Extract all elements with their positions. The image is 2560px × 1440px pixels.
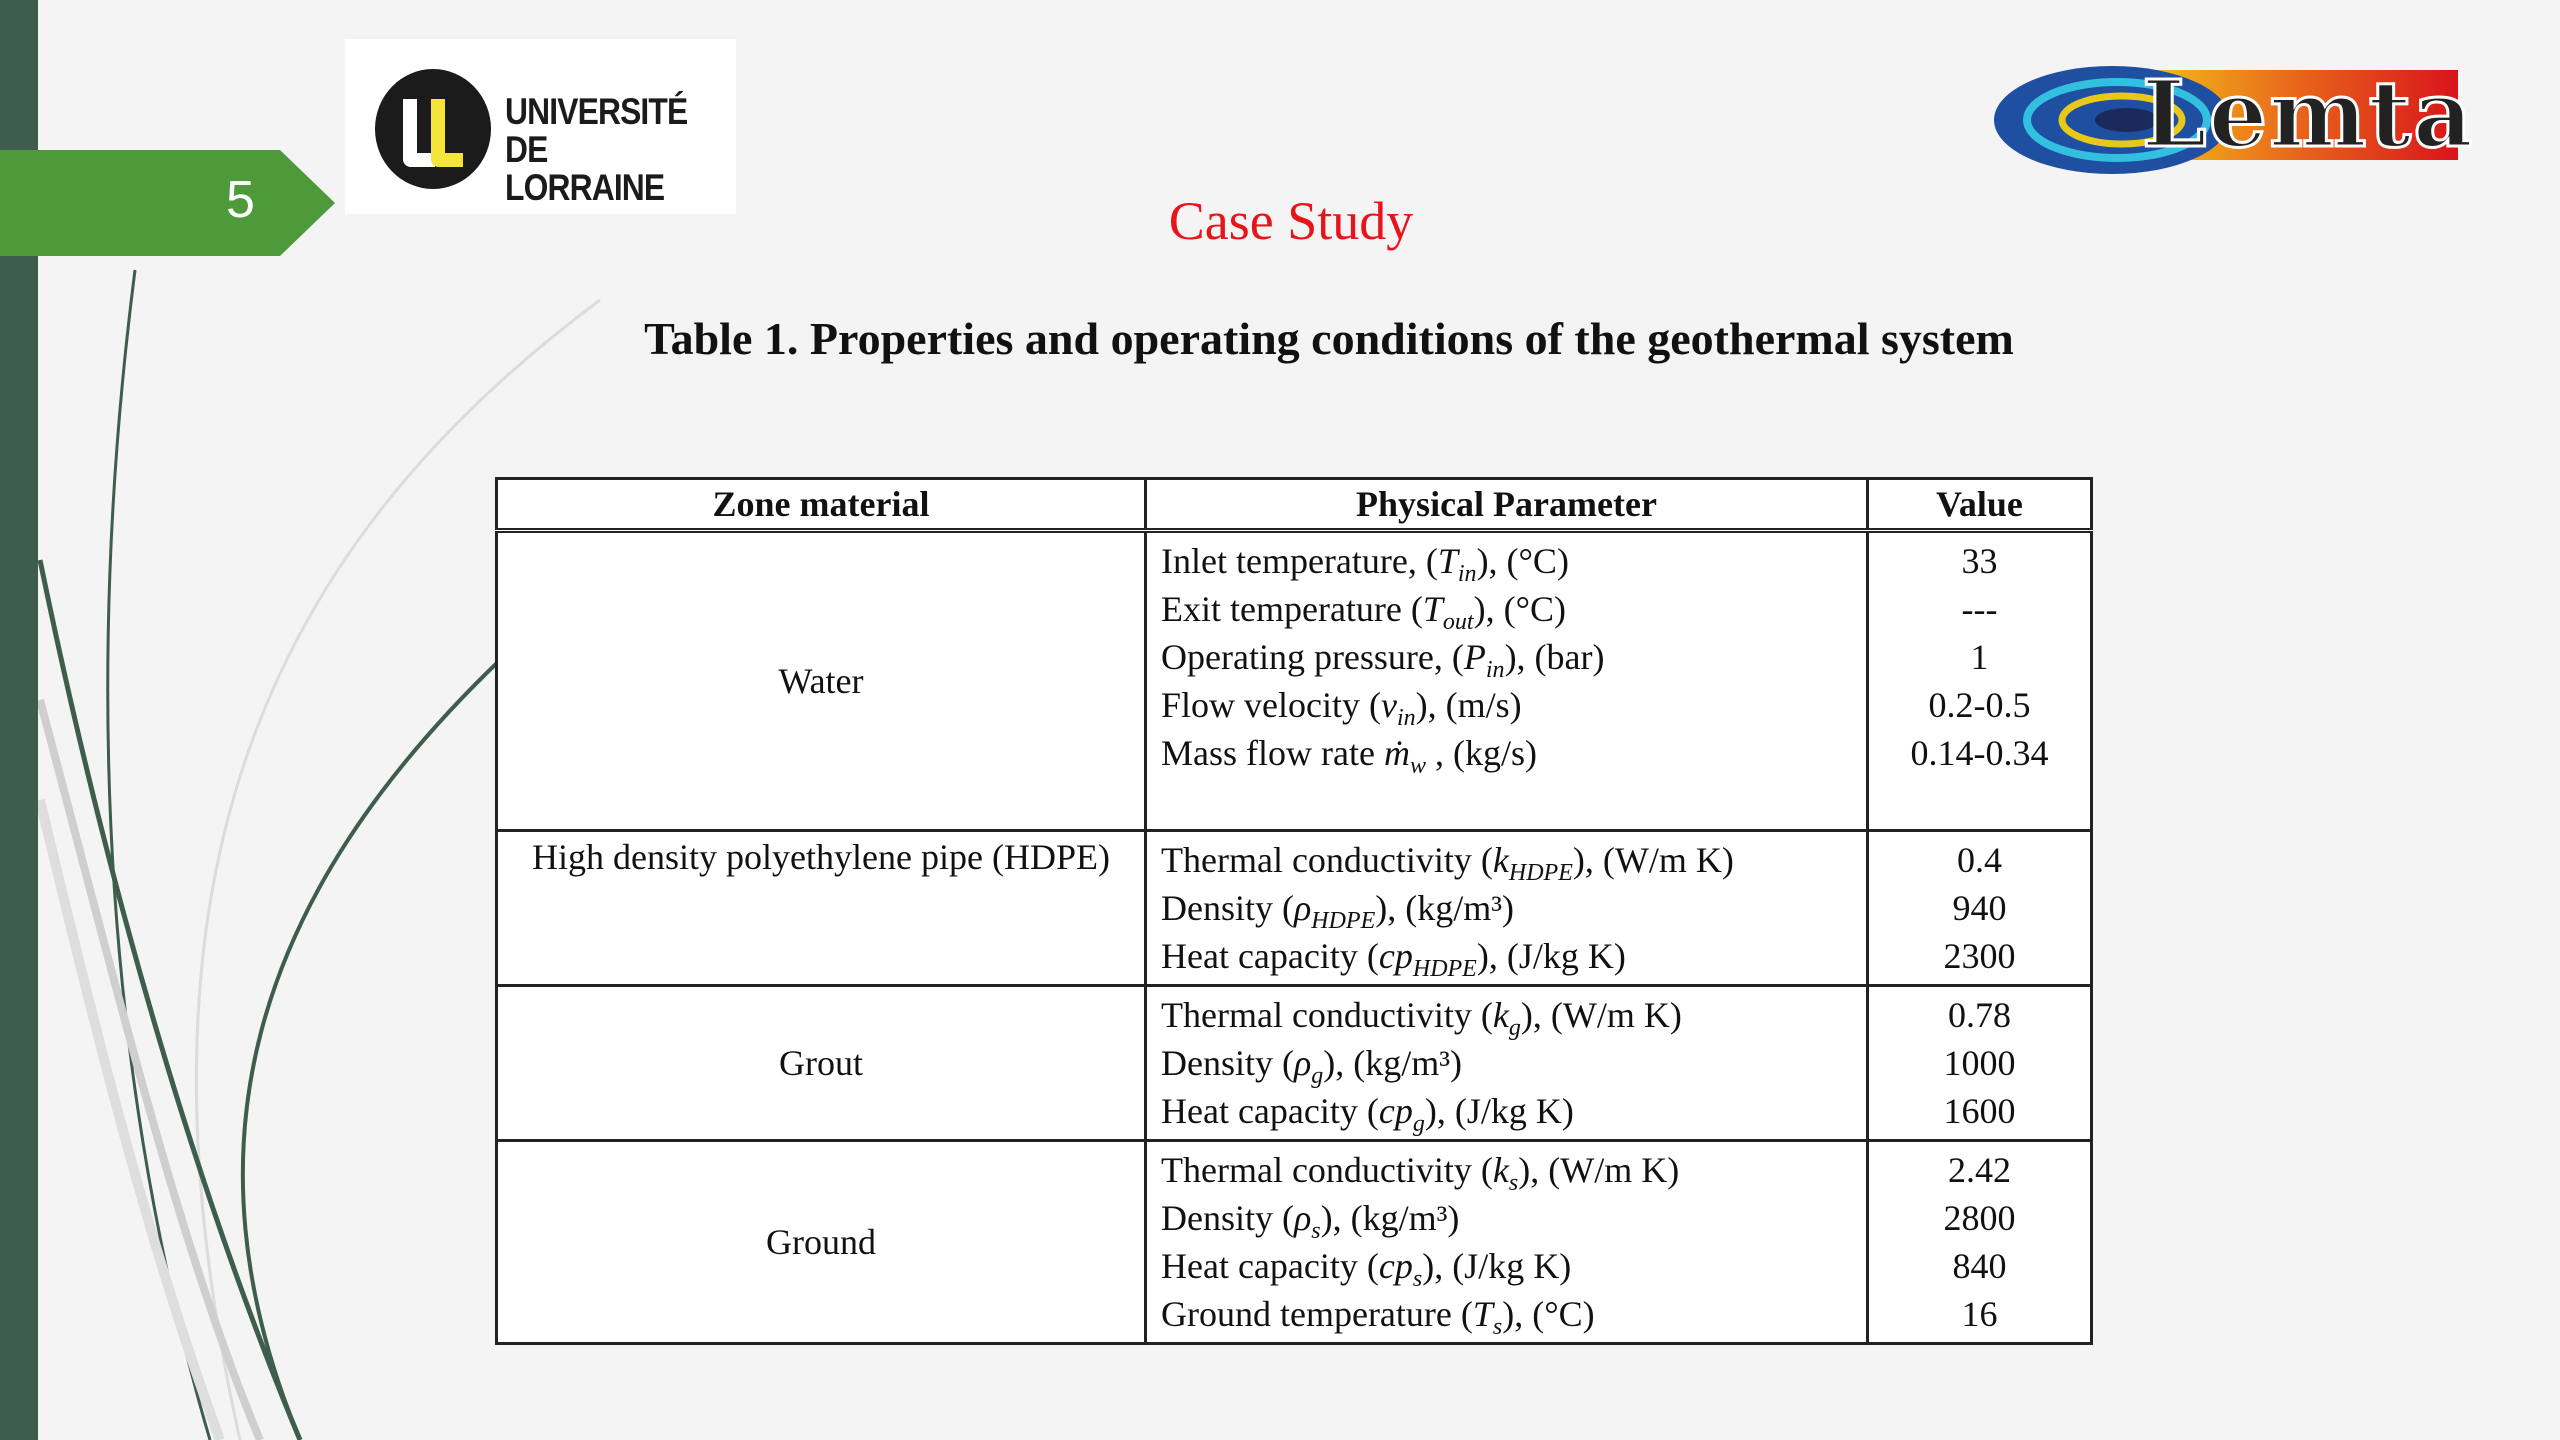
parameter-line: Heat capacity $(cp_g)$, (J/kg K) [1161,1091,1574,1137]
value-line: 1000 [1943,1043,2016,1083]
parameter-line: Inlet temperature, $(T_{in})$, (°C) [1161,541,1569,587]
parameter-line: Heat capacity $(cp_s)$, (J/kg K) [1161,1246,1572,1292]
table-row [497,1141,2092,1344]
properties-table [495,477,2093,1345]
parameter-line: Thermal conductivity $(k_s)$, (W/m K) [1161,1150,1680,1196]
table-title: Table 1. Properties and operating conditions of the geothermal system [644,313,2014,364]
table-row [497,986,2092,1141]
parameter-line: Ground temperature $(T_s)$, (°C) [1161,1294,1595,1340]
value-line: 2300 [1943,936,2016,976]
value-cell [1868,831,2092,986]
parameter-cell [1146,986,1868,1141]
zone-material-cell: High density polyethylene pipe (HDPE) [497,831,1146,986]
value-line: 33 [1961,541,1998,581]
parameter-line: Operating pressure, $(P_{in})$, (bar) [1161,637,1605,683]
parameter-cell [1146,531,1868,831]
value-line: 840 [1952,1246,2007,1286]
parameter-cell [1146,831,1868,986]
parameter-line: Heat capacity $(cp_{HDPE})$, (J/kg K) [1161,936,1626,982]
value-cell [1868,986,2092,1141]
value-line: 1 [1970,637,1989,677]
header-value: Value [1868,479,2092,531]
value-line: 2.42 [1948,1150,2011,1190]
value-line: 0.14-0.34 [1910,733,2049,773]
value-line: 16 [1961,1294,1998,1334]
parameter-line: Density $(\rho_s)$, (kg/m³) [1161,1198,1460,1244]
value-line: 0.2-0.5 [1928,685,2031,725]
value-cell [1868,531,2092,831]
zone-material-cell: Grout [497,986,1146,1141]
value-cell [1868,1141,2092,1344]
zone-material-cell: Water [497,531,1146,831]
value-line: 940 [1952,888,2007,928]
slide-heading: Case Study [1168,191,1414,251]
parameter-line: Mass flow rate ṁ$_w$ , (kg/s) [1161,733,1537,779]
header-zone-material: Zone material [497,479,1146,531]
universite-de-lorraine-logo: UNIVERSITÉ DE LORRAINE [345,39,736,214]
value-line: 1600 [1943,1091,2016,1131]
lemta-logo: Lemta [1992,54,2462,180]
value-line: 0.4 [1957,840,2002,880]
table-row [497,531,2092,831]
zone-material-cell: Ground [497,1141,1146,1344]
page-number: 5 [226,171,255,229]
value-line: --- [1961,589,1998,629]
parameter-line: Flow velocity $(v_{in})$, (m/s) [1161,685,1522,731]
value-line: 0.78 [1948,995,2011,1035]
parameter-line: Thermal conductivity $(k_g)$, (W/m K) [1161,995,1682,1041]
parameter-line: Density $(\rho_{HDPE})$, (kg/m³) [1161,888,1515,934]
header-physical-parameter: Physical Parameter [1146,479,1868,531]
parameter-line: Density $(\rho_g)$, (kg/m³) [1161,1043,1463,1089]
table-row [497,831,2092,986]
parameter-line: Exit temperature $(T_{out})$, (°C) [1161,589,1566,635]
parameter-line: Thermal conductivity $(k_{HDPE})$, (W/m K) [1161,840,1734,886]
value-line: 2800 [1943,1198,2016,1238]
parameter-cell [1146,1141,1868,1344]
